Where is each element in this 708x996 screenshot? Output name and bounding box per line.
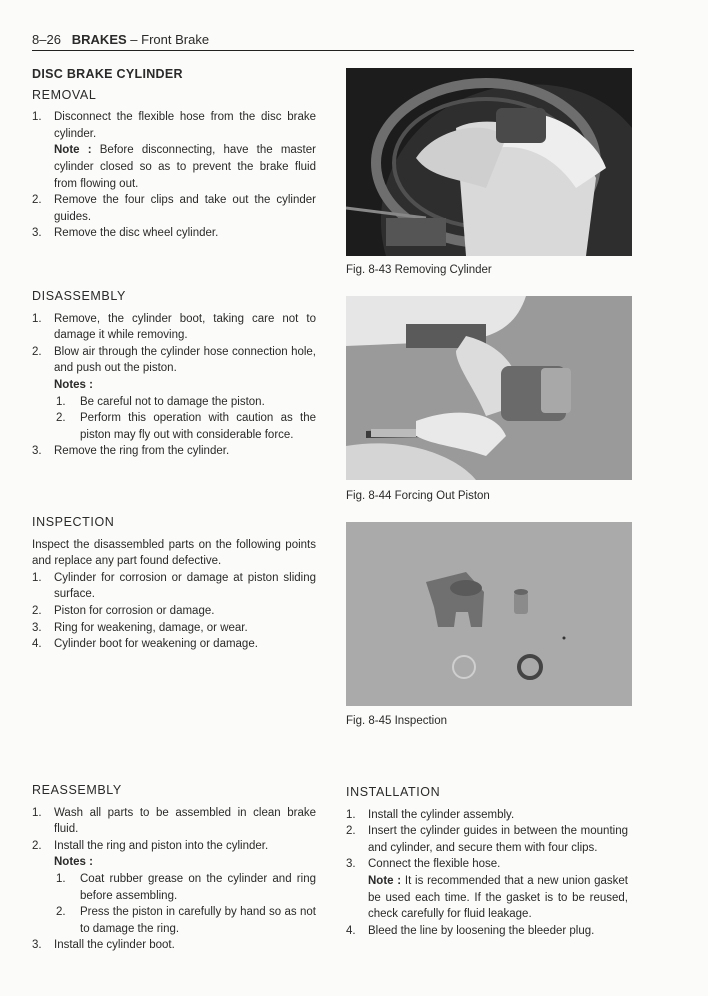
list-item: 2. Piston for corrosion or damage.: [32, 604, 215, 617]
note: Note : Before disconnecting, have the master cylinder closed so as to prevent the brake fluid from flowing out.: [54, 144, 316, 190]
disassembly-heading: DISASSEMBLY: [32, 289, 126, 303]
note-item: 1. Coat rubber grease on the cylinder and ring before assembling.: [56, 872, 316, 902]
list-item: 4. Bleed the line by loosening the bleeder plug.: [346, 924, 595, 937]
list-item: 3. Connect the flexible hose.: [346, 858, 501, 871]
removal-section: [32, 66, 316, 242]
list-item: 1. Cylinder for corrosion or damage at piston sliding surface.: [32, 571, 316, 601]
inspection-section: [32, 514, 316, 653]
figure-removing-cylinder-photo: [346, 68, 632, 256]
list-item: 2. Remove the four clips and take out the cylinder guides.: [32, 194, 316, 223]
list-item: 3. Install the cylinder boot.: [32, 939, 175, 952]
list-item: 1. Install the cylinder assembly.: [346, 808, 515, 821]
chapter-title: BRAKES: [71, 32, 127, 47]
note-item: 2. Perform this operation with caution as the piston may fly out with considerable force.: [56, 412, 316, 441]
note: Note : It is recommended that a new union gasket be used each time. If the gasket is to be reused, check carefully for fluid leakage.: [368, 874, 628, 921]
note-item: 2. Press the piston in carefully by hand so as not to damage the ring.: [56, 906, 316, 935]
list-item: 4. Cylinder boot for weakening or damage.: [32, 638, 258, 651]
note-item: 1. Be careful not to damage the piston.: [56, 395, 265, 408]
list-item: 1. Disconnect the flexible hose from the disc brake cylinder.: [32, 111, 316, 140]
list-item: 2. Blow air through the cylinder hose connection hole, and push out the piston.: [32, 345, 316, 375]
list-item: 3. Ring for weakening, damage, or wear.: [32, 621, 248, 634]
list-item: 3. Remove the disc wheel cylinder.: [32, 227, 219, 240]
list-item: 3. Remove the ring from the cylinder.: [32, 445, 230, 458]
list-item: 1. Wash all parts to be assembled in clean brake fluid.: [32, 806, 316, 836]
figure-caption: Fig. 8-43 Removing Cylinder: [346, 264, 492, 276]
figure-inspection-photo: [346, 522, 632, 706]
figure-forcing-out-piston-photo: [346, 296, 632, 480]
figure-caption: Fig. 8-44 Forcing Out Piston: [346, 490, 490, 502]
inspection-heading: INSPECTION: [32, 515, 115, 529]
installation-heading: INSTALLATION: [346, 785, 441, 799]
installation-section: [346, 784, 628, 939]
page-number: 8–26: [32, 32, 61, 47]
section-title: – Front Brake: [130, 32, 210, 47]
list-item: 2. Insert the cylinder guides in between the mounting and cylinder, and secure them with four clips.: [346, 825, 628, 854]
notes-label: Notes :: [54, 378, 93, 391]
figure-caption: Fig. 8-45 Inspection: [346, 715, 448, 727]
disassembly-section: [32, 288, 316, 460]
reassembly-section: [32, 782, 316, 954]
notes-label: Notes :: [54, 856, 93, 869]
removal-subheading: REMOVAL: [32, 87, 97, 102]
reassembly-heading: REASSEMBLY: [32, 783, 122, 797]
inspection-intro: Inspect the disassembled parts on the following points and replace any part found defective.: [32, 538, 316, 568]
list-item: 2. Install the ring and piston into the cylinder.: [32, 839, 269, 852]
page-header: [32, 30, 634, 51]
list-item: 1. Remove, the cylinder boot, taking care not to damage it while removing.: [32, 312, 316, 342]
removal-heading: DISC BRAKE CYLINDER: [32, 67, 183, 81]
